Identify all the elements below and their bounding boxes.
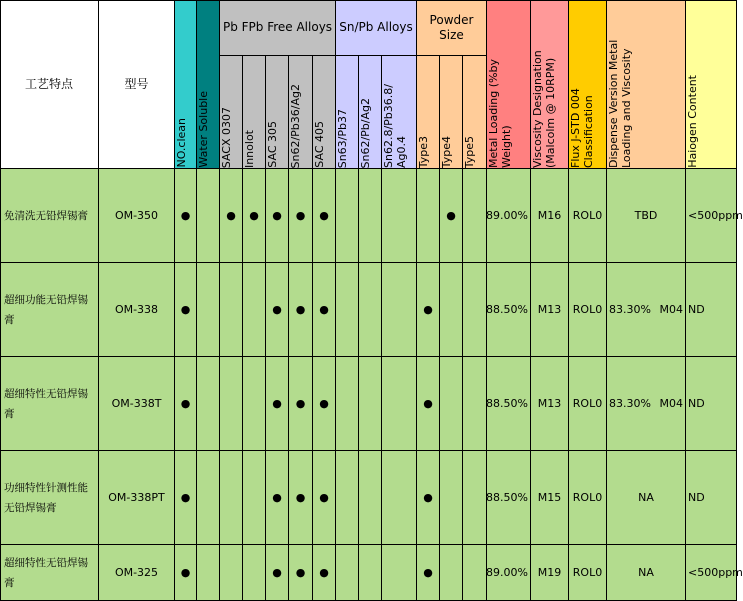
row-sn628-cell (382, 169, 417, 263)
metal-loading-header-label: Metal Loading (%by Weight) (487, 59, 513, 168)
row-type3-cell (417, 545, 440, 601)
bullet-mark: ● (423, 303, 433, 316)
row-flux (569, 169, 607, 263)
bullet-mark: ● (423, 397, 433, 410)
row-sac405-cell (313, 357, 336, 451)
feature-text: 超细功能无铅焊锡膏 (4, 293, 88, 326)
row-sac405-cell (313, 263, 336, 357)
alloy-header-label: SAC 405 (313, 121, 326, 168)
viscosity-value: M15 (537, 491, 562, 504)
header-viscosity (531, 0, 569, 169)
row-viscosity (531, 451, 569, 545)
header-alloy-0 (220, 56, 243, 169)
row-type4-cell (440, 451, 463, 545)
row-sac305-cell (266, 451, 289, 545)
bullet-mark: ● (319, 303, 329, 316)
feature-text: 超细特性无铅焊锡膏 (4, 387, 88, 420)
flux-value: ROL0 (572, 491, 603, 504)
row-sn62pb36ag2-cell (289, 545, 313, 601)
row-water-soluble-cell (197, 545, 220, 601)
header-snpb-alloy-2 (382, 56, 417, 169)
bullet-mark: ● (295, 491, 306, 504)
row-innolot-cell (243, 263, 266, 357)
row-sac405-cell (313, 545, 336, 601)
row-type4-cell (440, 263, 463, 357)
bullet-mark: ● (180, 566, 191, 579)
dispense-loading-value: NA (638, 566, 654, 579)
row-feature (0, 263, 99, 357)
viscosity-value: M13 (537, 397, 562, 410)
row-sac305-cell (266, 263, 289, 357)
metal-loading-value: 88.50% (486, 397, 528, 410)
row-dispense (607, 545, 686, 601)
flux-header-label: Flux J-STD 004 Classification (569, 88, 595, 168)
header-alloy-2 (266, 56, 289, 169)
row-water-soluble-cell (197, 263, 220, 357)
halogen-value: ND (688, 491, 705, 504)
header-group-powder (417, 0, 487, 56)
powder-type-header-label: Type5 (463, 135, 476, 168)
row-type5-cell (463, 263, 487, 357)
row-halogen (686, 169, 743, 263)
bullet-mark: ● (180, 397, 191, 410)
row-sac405-cell (313, 169, 336, 263)
model-text: OM-325 (114, 566, 159, 579)
row-feature (0, 357, 99, 451)
feature-text: 功细特性针测性能无铅焊锡膏 (4, 481, 88, 514)
dispense-viscosity-value: M04 (659, 397, 683, 410)
alloy-header-label: Innolot (243, 129, 256, 168)
header-snpb-alloy-0 (336, 56, 359, 169)
dispense-viscosity-value: M04 (659, 303, 683, 316)
flux-value: ROL0 (572, 209, 603, 222)
halogen-header-label: Haiogen Content (686, 75, 699, 168)
row-halogen (686, 263, 737, 357)
bullet-mark: ● (319, 566, 329, 579)
alloy-header-label: Sn62/Pb36/Ag2 (289, 83, 302, 168)
header-alloy-1 (243, 56, 266, 169)
row-sacx0307-cell (220, 451, 243, 545)
row-type3-cell (417, 357, 440, 451)
halogen-value: <500ppm (688, 209, 743, 222)
header-group-pb-free (220, 0, 336, 56)
model-text: OM-338T (111, 397, 162, 410)
row-water-soluble-cell (197, 357, 220, 451)
row-no-clean-cell (175, 451, 197, 545)
row-feature (0, 545, 99, 601)
row-sacx0307-cell (220, 357, 243, 451)
row-metal-loading (487, 451, 531, 545)
bullet-mark: ● (423, 491, 433, 504)
bullet-mark: ● (272, 491, 282, 504)
row-halogen (686, 545, 743, 601)
model-header-label: 型号 (124, 76, 149, 91)
row-sn62pb36ag2-cell (289, 169, 313, 263)
row-sn628-cell (382, 357, 417, 451)
header-snpb-alloy-1 (359, 56, 382, 169)
dispense-loading-value: 83.30% (609, 397, 651, 410)
header-metal-loading (487, 0, 531, 169)
bullet-mark: ● (226, 209, 236, 222)
bullet-mark: ● (295, 397, 306, 410)
row-type3-cell (417, 263, 440, 357)
viscosity-value: M19 (537, 566, 562, 579)
row-model (99, 357, 175, 451)
feature-text: 免清洗无铅焊锡膏 (4, 209, 88, 222)
bullet-mark: ● (446, 209, 456, 222)
row-metal-loading (487, 263, 531, 357)
row-sn628-cell (382, 451, 417, 545)
row-type3-cell (417, 451, 440, 545)
row-sn63pb37-cell (336, 545, 359, 601)
row-model (99, 263, 175, 357)
row-model (99, 169, 175, 263)
row-dispense (607, 357, 686, 451)
flux-value: ROL0 (572, 303, 603, 316)
header-water-soluble (197, 0, 220, 169)
row-sn63pb37-cell (336, 451, 359, 545)
row-type4-cell (440, 357, 463, 451)
row-sacx0307-cell (220, 545, 243, 601)
header-alloy-4 (313, 56, 336, 169)
row-viscosity (531, 169, 569, 263)
header-alloy-3 (289, 56, 313, 169)
feature-header-label: 工艺特点 (24, 76, 73, 91)
bullet-mark: ● (295, 209, 306, 222)
row-water-soluble-cell (197, 169, 220, 263)
halogen-value: ND (688, 303, 705, 316)
header-type-0 (417, 56, 440, 169)
row-model (99, 451, 175, 545)
row-metal-loading (487, 357, 531, 451)
model-text: OM-338PT (108, 491, 165, 504)
row-sn62pbag2-cell (359, 169, 382, 263)
row-sn62pbag2-cell (359, 451, 382, 545)
row-innolot-cell (243, 451, 266, 545)
row-viscosity (531, 545, 569, 601)
row-flux (569, 357, 607, 451)
header-flux (569, 0, 607, 169)
row-flux (569, 263, 607, 357)
bullet-mark: ● (272, 397, 282, 410)
row-feature (0, 451, 99, 545)
header-halogen (686, 0, 737, 169)
row-sn63pb37-cell (336, 169, 359, 263)
row-feature (0, 169, 99, 263)
header-no-clean (175, 0, 197, 169)
model-text: OM-338 (114, 303, 159, 316)
row-no-clean-cell (175, 169, 197, 263)
no-clean-header-label: NO.clean (175, 118, 188, 168)
row-sn62pb36ag2-cell (289, 357, 313, 451)
bullet-mark: ● (295, 303, 306, 316)
feature-text: 超细特性无铅焊锡膏 (4, 556, 88, 589)
powder-group-label: Powder Size (429, 12, 474, 42)
row-type3-cell (417, 169, 440, 263)
row-sn62pbag2-cell (359, 357, 382, 451)
row-type4-cell (440, 169, 463, 263)
row-no-clean-cell (175, 545, 197, 601)
row-flux (569, 545, 607, 601)
row-dispense (607, 263, 686, 357)
pb-free-group-label: Pb FPb Free Alloys (222, 20, 333, 34)
row-sn628-cell (382, 545, 417, 601)
snpb-alloy-header-label: Sn63/Pb37 (336, 108, 349, 168)
powder-type-header-label: Type3 (417, 135, 430, 168)
row-sacx0307-cell (220, 169, 243, 263)
row-sn62pb36ag2-cell (289, 451, 313, 545)
snpb-alloy-header-label: Sn62/Pb/Ag2 (359, 97, 372, 168)
row-type5-cell (463, 545, 487, 601)
metal-loading-value: 88.50% (486, 303, 528, 316)
row-type5-cell (463, 451, 487, 545)
bullet-mark: ● (272, 303, 282, 316)
row-sn63pb37-cell (336, 357, 359, 451)
row-sacx0307-cell (220, 263, 243, 357)
row-innolot-cell (243, 357, 266, 451)
viscosity-value: M13 (537, 303, 562, 316)
row-dispense (607, 169, 686, 263)
alloy-header-label: SACX 0307 (220, 106, 233, 168)
header-type-1 (440, 56, 463, 169)
row-halogen (686, 451, 737, 545)
bullet-mark: ● (249, 209, 259, 222)
model-text: OM-350 (114, 209, 159, 222)
bullet-mark: ● (272, 566, 282, 579)
row-sn62pb36ag2-cell (289, 263, 313, 357)
row-sac305-cell (266, 545, 289, 601)
row-sn62pbag2-cell (359, 263, 382, 357)
row-viscosity (531, 263, 569, 357)
bullet-mark: ● (295, 566, 306, 579)
powder-type-header-label: Type4 (440, 135, 453, 168)
row-innolot-cell (243, 545, 266, 601)
row-sn628-cell (382, 263, 417, 357)
header-dispense (607, 0, 686, 169)
row-no-clean-cell (175, 357, 197, 451)
metal-loading-value: 89.00% (486, 566, 528, 579)
bullet-mark: ● (319, 209, 329, 222)
alloy-header-label: SAC 305 (266, 121, 279, 168)
row-model (99, 545, 175, 601)
row-sac305-cell (266, 357, 289, 451)
row-type4-cell (440, 545, 463, 601)
bullet-mark: ● (180, 209, 191, 222)
row-viscosity (531, 357, 569, 451)
water-soluble-header-label: Water Soluble (197, 91, 210, 168)
row-type5-cell (463, 169, 487, 263)
halogen-value: ND (688, 397, 705, 410)
header-group-snpb (336, 0, 417, 56)
bullet-mark: ● (180, 303, 191, 316)
row-dispense (607, 451, 686, 545)
dispense-loading-value: TBD (634, 209, 658, 222)
bullet-mark: ● (319, 491, 329, 504)
dispense-loading-value: 83.30% (609, 303, 651, 316)
row-metal-loading (487, 169, 531, 263)
viscosity-value: M16 (537, 209, 562, 222)
row-sn63pb37-cell (336, 263, 359, 357)
bullet-mark: ● (423, 566, 433, 579)
header-model (99, 0, 175, 169)
metal-loading-value: 88.50% (486, 491, 528, 504)
row-sac405-cell (313, 451, 336, 545)
row-flux (569, 451, 607, 545)
dispense-loading-value: NA (638, 491, 654, 504)
row-water-soluble-cell (197, 451, 220, 545)
row-metal-loading (487, 545, 531, 601)
flux-value: ROL0 (572, 566, 603, 579)
row-innolot-cell (243, 169, 266, 263)
halogen-value: <500ppm (688, 566, 743, 579)
snpb-alloy-header-label: Sn62.8/Pb36.8/ Ag0.4 (382, 84, 408, 168)
row-sac305-cell (266, 169, 289, 263)
bullet-mark: ● (180, 491, 191, 504)
bullet-mark: ● (319, 397, 329, 410)
row-halogen (686, 357, 737, 451)
bullet-mark: ● (272, 209, 282, 222)
snpb-group-label: Sn/Pb Alloys (339, 20, 413, 34)
header-type-2 (463, 56, 487, 169)
viscosity-header-label: Viscosity Designation (Malcolm @ 10RPM) (531, 50, 557, 168)
flux-value: ROL0 (572, 397, 603, 410)
metal-loading-value: 89.00% (486, 209, 528, 222)
dispense-header-label: Dispense Version Metal Loading and Viscosity (607, 39, 633, 168)
row-type5-cell (463, 357, 487, 451)
header-feature (0, 0, 99, 169)
row-sn62pbag2-cell (359, 545, 382, 601)
row-no-clean-cell (175, 263, 197, 357)
